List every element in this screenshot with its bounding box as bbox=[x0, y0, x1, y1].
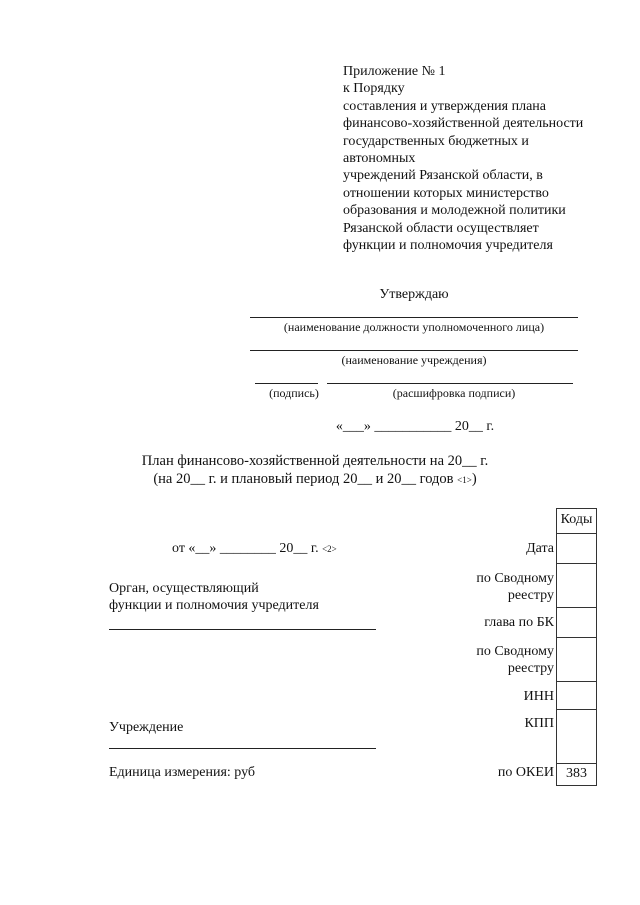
okei-code-value: 383 bbox=[566, 766, 587, 781]
appendix-line: Рязанской области осуществляет bbox=[343, 220, 539, 236]
plan-subtitle-text: (на 20__ г. и плановый период 20__ и 20__ годов bbox=[153, 471, 454, 487]
plan-subtitle-note: <1> bbox=[457, 475, 472, 485]
appendix-line: образования и молодежной политики bbox=[343, 203, 566, 219]
codes-row-divider bbox=[557, 681, 596, 682]
code-label-svod1-b: реестру bbox=[507, 588, 554, 603]
appendix-line: к Порядку bbox=[343, 81, 405, 97]
appendix-line: отношении которых министерство bbox=[343, 185, 549, 201]
organ-label-2: функции и полномочия учредителя bbox=[109, 598, 319, 613]
appendix-line: государственных бюджетных и bbox=[343, 133, 529, 149]
plan-subtitle-close: ) bbox=[471, 471, 477, 487]
codes-table bbox=[556, 508, 597, 786]
appendix-line: функции и полномочия учредителя bbox=[343, 238, 553, 254]
decoding-line bbox=[327, 383, 573, 384]
approve-title: Утверждаю bbox=[379, 287, 449, 302]
decoding-caption: (расшифровка подписи) bbox=[392, 386, 516, 400]
institution-label: Учреждение bbox=[109, 720, 184, 735]
appendix-line: автономных bbox=[343, 151, 416, 167]
appendix-line: учреждений Рязанской области, в bbox=[343, 168, 543, 184]
position-line bbox=[250, 317, 578, 318]
code-label-svod2-b: реестру bbox=[507, 661, 554, 676]
signature-line bbox=[255, 383, 318, 384]
codes-row-divider bbox=[557, 709, 596, 710]
appendix-line: составления и утверждения плана bbox=[343, 98, 547, 114]
code-label-svod2-a: по Сводному bbox=[476, 644, 554, 659]
appendix-line: финансово-хозяйственной деятельности bbox=[343, 116, 584, 132]
form-date-note: <2> bbox=[322, 544, 337, 554]
form-date-line bbox=[172, 541, 337, 557]
institution-line bbox=[250, 350, 578, 351]
code-label-date: Дата bbox=[526, 541, 554, 556]
approve-date-line: «___» ___________ 20__ г. bbox=[335, 419, 495, 434]
signature-caption: (подпись) bbox=[269, 386, 319, 400]
plan-title: План финансово-хозяйственной деятельности на 20__ г. bbox=[141, 453, 489, 469]
code-label-okei: по ОКЕИ bbox=[497, 765, 554, 780]
unit-label: Единица измерения: руб bbox=[109, 765, 256, 780]
appendix-line: Приложение № 1 bbox=[343, 64, 446, 79]
plan-subtitle bbox=[110, 471, 520, 488]
code-label-kpp: КПП bbox=[524, 716, 554, 731]
codes-row-divider bbox=[557, 607, 596, 608]
institution-field-line bbox=[109, 748, 376, 749]
codes-row-divider bbox=[557, 533, 596, 534]
position-caption: (наименование должности уполномоченного лица) bbox=[283, 320, 545, 334]
institution-caption: (наименование учреждения) bbox=[341, 353, 487, 367]
form-date-text: от «__» ________ 20__ г. bbox=[172, 541, 319, 556]
organ-label-1: Орган, осуществляющий bbox=[109, 581, 259, 596]
codes-row-divider bbox=[557, 637, 596, 638]
codes-header: Коды bbox=[560, 512, 593, 527]
organ-line bbox=[109, 629, 376, 630]
code-label-svod1-a: по Сводному bbox=[476, 571, 554, 586]
code-label-glava: глава по БК bbox=[484, 615, 554, 630]
appendix-header bbox=[343, 63, 623, 254]
code-label-inn: ИНН bbox=[523, 689, 554, 704]
codes-row-divider bbox=[557, 563, 596, 564]
